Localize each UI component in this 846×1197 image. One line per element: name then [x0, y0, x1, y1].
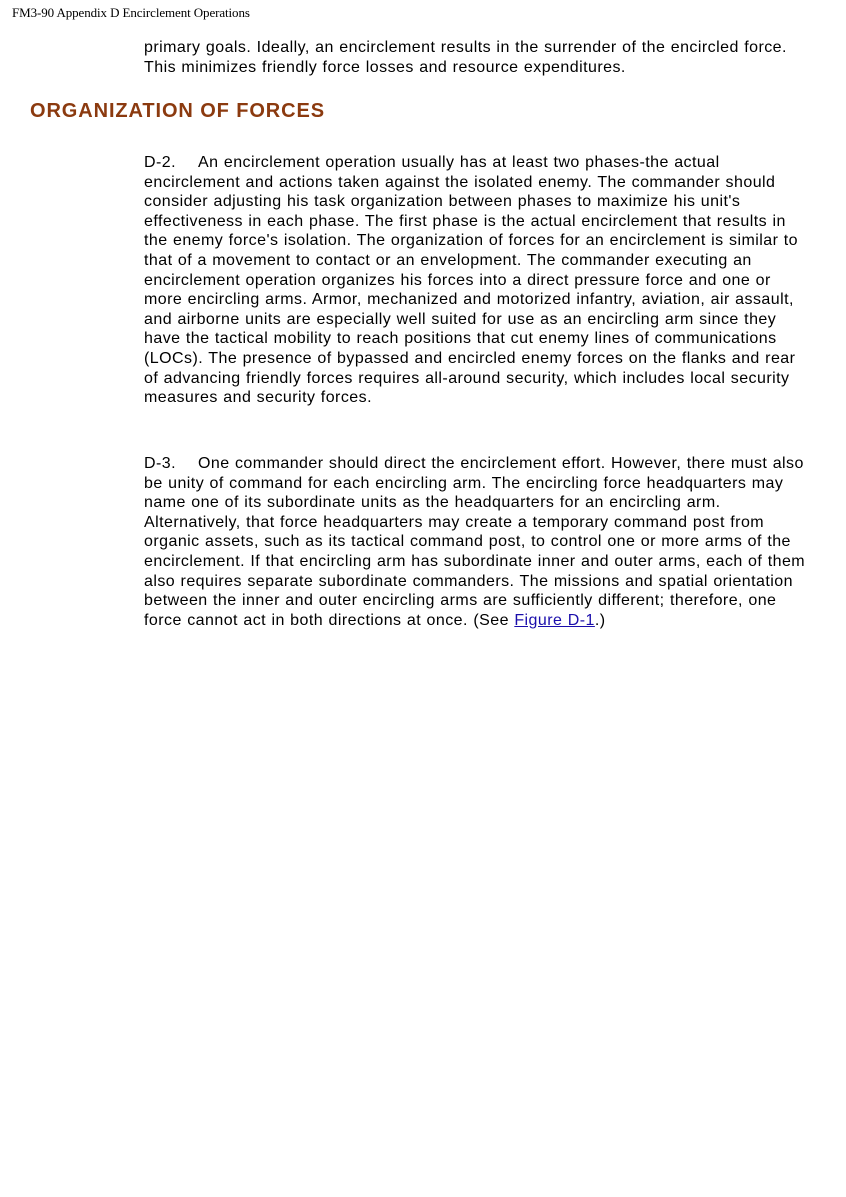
paragraph-text: An encirclement operation usually has at least two phases-the actual encirclement and actions taken against the isolated enemy. The commander should consider adjusting his task organization between phases to maximize his unit's effectiveness in each phase. The first phase is the actual encirclement that results in the enemy force's isolation. The organization of forces for an encirclement is similar to that of a movement to contact or an envelopment. The commander executing an encirclement operation organizes his forces into a direct pressure force and one or more encircling arms. Armor, mechanized and motorized infantry, aviation, air assault, and airborne units are especially well suited for use as an encircling arm since they have the tactical mobility to reach positions that cut enemy lines of communications (LOCs). The presence of bypassed and encircled enemy forces on the flanks and rear of advancing friendly forces requires all-around security, which includes local security measures and security forces. — [144, 154, 799, 407]
paragraph-text: One commander should direct the encirclement effort. However, there must also be unity of command for each encircling arm. The encircling force headquarters may name one of its subordinate units as the headquarters for an encircling arm. Alternatively, that force headquarters may create a temporary command post from organic assets, such as its tactical command post, to control one or more arms of the encirclement. If that encircling arm has subordinate inner and outer arms, each of them also requires separate subordinate commanders. The missions and spatial orientation between the inner and outer encircling arms are sufficiently different; therefore, one force cannot act in both directions at once. (See — [144, 455, 806, 629]
paragraph-text-end: .) — [594, 611, 606, 629]
intro-paragraph: primary goals. Ideally, an encirclement results in the surrender of the encircled force. This minimizes friendly force losses and resource expenditures. — [144, 39, 787, 76]
figure-d1-link[interactable]: Figure D-1 — [514, 611, 595, 629]
page-header-title: FM3-90 Appendix D Encirclement Operations — [12, 5, 250, 20]
paragraph-d2 — [144, 153, 812, 408]
paragraph-d3 — [144, 454, 812, 630]
paragraph-number: D-3. — [144, 455, 177, 472]
paragraph-number: D-2. — [144, 154, 177, 171]
section-heading: ORGANIZATION OF FORCES — [30, 100, 325, 122]
